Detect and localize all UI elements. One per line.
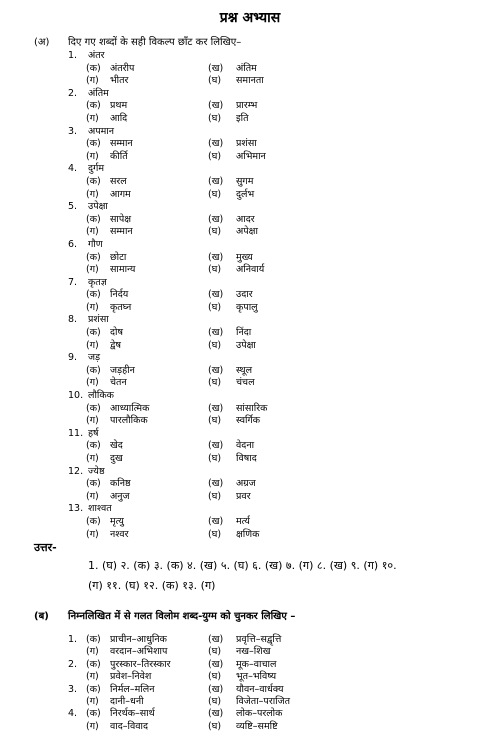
option-row [68, 377, 488, 390]
option-marker: (घ) [208, 150, 222, 162]
pair-text: लोक–परलोक [236, 708, 283, 720]
question-word: अंतर [88, 50, 105, 61]
question-heading [68, 466, 488, 479]
option-row [68, 289, 488, 302]
option-row [68, 113, 488, 126]
option-text: वेदना [236, 440, 255, 452]
option-text: सरल [110, 175, 127, 187]
question-number: 3. [68, 125, 78, 137]
option-text: आगम [110, 188, 131, 200]
pair-text: भूत–भविष्य [236, 671, 277, 683]
option-text: सापेक्ष [110, 213, 132, 225]
option-row [68, 529, 488, 542]
question-word: शाश्वत [88, 503, 112, 515]
option-text: पारलौकिक [110, 415, 148, 427]
option-row [68, 516, 488, 529]
option-text: नश्वर [110, 528, 129, 540]
pair-row [68, 721, 488, 733]
option-row [68, 63, 488, 76]
pair-row [68, 634, 488, 646]
option-marker: (घ) [208, 490, 222, 502]
option-marker: (क) [86, 62, 101, 74]
option-text: स्थूल [236, 364, 253, 376]
question-word: लौकिक [88, 390, 114, 402]
option-row [68, 453, 488, 466]
pair-number: 4. [68, 708, 78, 720]
option-text: अपेक्षा [236, 226, 258, 238]
question-number: 13. [68, 503, 84, 515]
option-marker: (घ) [208, 453, 222, 464]
question-heading [68, 88, 488, 101]
question-number: 2. [68, 87, 78, 99]
pair-text: निर्मल–मलिन [110, 683, 155, 695]
option-text: दुर्लभ [236, 188, 255, 200]
pair-text: पुरस्कार–तिरस्कार [110, 658, 171, 670]
option-text: उदार [236, 289, 253, 301]
option-text: अनिवार्य [236, 264, 265, 276]
pair-number: 3. [68, 683, 78, 695]
question-heading [68, 163, 488, 176]
question-heading [68, 50, 488, 63]
answer-line-2: (ग) ११. (घ) १२. (क) १३. (ग) [88, 579, 216, 592]
pair-row [68, 646, 488, 658]
option-row [68, 75, 488, 88]
question-number: 4. [68, 163, 78, 175]
option-marker: (घ) [208, 112, 222, 124]
option-text: कीर्ति [110, 150, 128, 162]
option-text: प्रवर [236, 490, 251, 502]
pair-row [68, 659, 488, 671]
question-number: 12. [68, 465, 84, 477]
option-marker: (ख) [208, 175, 224, 187]
option-marker: (घ) [208, 188, 222, 200]
option-marker: (घ) [208, 264, 222, 276]
option-marker: (ग) [86, 264, 99, 276]
pair-text: व्यष्टि–समष्टि [236, 720, 278, 732]
question-word: हर्ष [88, 427, 99, 439]
section-b-marker: (ब) [34, 611, 49, 622]
option-marker: (क) [86, 515, 101, 527]
option-row [68, 327, 488, 340]
option-marker: (ग) [86, 671, 99, 683]
pair-text: वाद–विवाद [110, 720, 149, 732]
option-text: सम्मान [110, 138, 133, 150]
pair-row [68, 696, 488, 708]
option-text: अंतिम [236, 62, 257, 74]
option-marker: (ग) [86, 75, 99, 87]
option-row [68, 151, 488, 164]
option-marker: (ग) [86, 150, 99, 162]
question-heading [68, 277, 488, 290]
option-row [68, 302, 488, 315]
option-row [68, 176, 488, 189]
option-marker: (घ) [208, 75, 222, 87]
option-marker: (ग) [86, 646, 99, 658]
option-marker: (ग) [86, 112, 99, 124]
pair-text: नख–शिख [236, 646, 271, 658]
option-text: खेद [110, 440, 123, 452]
option-marker: (घ) [208, 646, 222, 658]
option-marker: (क) [86, 213, 101, 225]
option-text: सुगम [236, 175, 254, 187]
option-marker: (घ) [208, 671, 222, 683]
pair-list [68, 634, 488, 733]
option-row [68, 138, 488, 151]
pair-text: निरर्थक–सार्थ [110, 708, 155, 720]
option-marker: (क) [86, 440, 101, 452]
question-heading [68, 239, 488, 252]
option-text: कृतघ्न [110, 301, 132, 313]
option-text: अंतरीप [110, 62, 135, 74]
option-text: दुख [110, 453, 123, 464]
question-number: 11. [68, 427, 84, 439]
section-b-instruction: निम्नलिखित में से गलत विलोम शब्द-युग्म को चुनकर लिखिए – [68, 611, 296, 622]
option-marker: (क) [86, 658, 101, 670]
option-row [68, 252, 488, 265]
option-marker: (घ) [208, 301, 222, 313]
option-marker: (ख) [208, 478, 224, 490]
option-text: समानता [236, 75, 264, 87]
question-word: कृतज्ञ [88, 276, 107, 288]
option-text: निर्दय [110, 289, 129, 301]
option-marker: (ख) [208, 213, 224, 225]
option-text: आदि [110, 112, 128, 124]
question-word: ज्येष्ठ [88, 465, 105, 477]
question-heading [68, 352, 488, 365]
option-marker: (क) [86, 683, 101, 695]
option-text: चंचल [236, 377, 255, 389]
option-text: प्रशंसा [236, 138, 257, 150]
question-number: 9. [68, 352, 78, 364]
question-word: जड़ [88, 352, 101, 364]
option-marker: (ख) [208, 289, 224, 301]
option-marker: (ग) [86, 695, 99, 707]
question-list [68, 50, 488, 541]
pair-text: प्राचीन–आधुनिक [110, 634, 167, 645]
option-marker: (ग) [86, 720, 99, 732]
answer-line-1: 1. (घ) २. (क) ३. (क) ४. (ख) ५. (घ) ६. (ख) ७. (ग) ८. (ख) ९. (ग) १०. [88, 559, 397, 572]
option-marker: (क) [86, 251, 101, 263]
option-marker: (ग) [86, 453, 99, 464]
option-row [68, 440, 488, 453]
option-marker: (ग) [86, 226, 99, 238]
option-marker: (ग) [86, 339, 99, 351]
option-marker: (ख) [208, 440, 224, 452]
option-text: प्रथम [110, 100, 128, 112]
option-text: भीतर [110, 75, 129, 87]
option-marker: (ख) [208, 683, 224, 695]
pair-number: 1. [68, 634, 78, 645]
option-text: अग्रज [236, 478, 256, 490]
section-a-marker: (अ) [34, 37, 50, 48]
pair-text: दानी–धनी [110, 695, 144, 707]
option-text: निंदा [236, 327, 252, 339]
option-text: कृपालु [236, 301, 258, 313]
question-word: अंतिम [88, 87, 109, 99]
option-text: चेतन [110, 377, 127, 389]
option-marker: (घ) [208, 339, 222, 351]
option-marker: (क) [86, 100, 101, 112]
answer-label: उत्तर- [34, 541, 57, 554]
option-text: स्वर्गिक [236, 415, 261, 427]
option-row [68, 100, 488, 113]
question-word: गौण [88, 238, 103, 250]
option-marker: (क) [86, 327, 101, 339]
option-marker: (ग) [86, 301, 99, 313]
option-marker: (क) [86, 708, 101, 720]
option-marker: (ग) [86, 490, 99, 502]
option-marker: (ख) [208, 327, 224, 339]
option-marker: (घ) [208, 226, 222, 238]
option-text: प्रारम्भ [236, 100, 258, 112]
pair-row [68, 684, 488, 696]
option-marker: (ग) [86, 415, 99, 427]
option-row [68, 264, 488, 277]
option-marker: (ख) [208, 515, 224, 527]
question-number: 1. [68, 50, 78, 61]
option-marker: (ख) [208, 658, 224, 670]
pair-text: यौवन–वार्धक्य [236, 683, 284, 695]
option-text: सांसारिक [236, 402, 268, 414]
option-text: क्षणिक [236, 528, 260, 540]
option-row [68, 478, 488, 491]
question-heading [68, 201, 488, 214]
pair-row [68, 708, 488, 720]
option-marker: (घ) [208, 720, 222, 732]
option-marker: (ख) [208, 62, 224, 74]
pair-number: 2. [68, 658, 78, 670]
option-marker: (ख) [208, 708, 224, 720]
option-marker: (ग) [86, 188, 99, 200]
option-text: आदर [236, 213, 255, 225]
option-marker: (ग) [86, 377, 99, 389]
option-text: द्वेष [110, 339, 121, 351]
section-a-instruction: दिए गए शब्दों के सही विकल्प छाँट कर लिखिए– [68, 37, 242, 48]
option-text: सामान्य [110, 264, 136, 276]
pair-text: मूक–वाचाल [236, 658, 277, 670]
option-text: कनिष्ठ [110, 478, 131, 490]
option-text: मर्त्य [236, 515, 250, 527]
option-row [68, 415, 488, 428]
option-row [68, 214, 488, 227]
option-marker: (क) [86, 634, 101, 645]
option-row [68, 491, 488, 504]
option-marker: (क) [86, 364, 101, 376]
option-text: सम्मान [110, 226, 133, 238]
question-heading [68, 503, 488, 516]
option-marker: (क) [86, 402, 101, 414]
option-text: अभिमान [236, 150, 266, 162]
option-row [68, 189, 488, 202]
option-marker: (ख) [208, 251, 224, 263]
option-marker: (क) [86, 289, 101, 301]
option-text: इति [236, 112, 249, 124]
option-marker: (घ) [208, 528, 222, 540]
pair-text: विजेता–पराजित [236, 695, 291, 707]
option-marker: (क) [86, 138, 101, 150]
question-number: 10. [68, 390, 84, 402]
question-number: 6. [68, 238, 78, 250]
option-marker: (ख) [208, 138, 224, 150]
question-number: 5. [68, 201, 78, 213]
option-text: मुख्य [236, 251, 253, 263]
option-text: विषाद [236, 453, 257, 464]
option-text: आध्यात्मिक [110, 402, 150, 414]
option-text: छोटा [110, 251, 127, 263]
option-marker: (ग) [86, 528, 99, 540]
option-marker: (ख) [208, 634, 224, 645]
option-text: जड़हीन [110, 364, 135, 376]
option-row [68, 226, 488, 239]
question-heading [68, 126, 488, 139]
question-heading [68, 314, 488, 327]
question-heading [68, 390, 488, 403]
option-text: दोष [110, 327, 123, 339]
option-marker: (घ) [208, 415, 222, 427]
page-title: प्रश्न अभ्यास [219, 10, 281, 26]
question-word: उपेक्षा [88, 201, 108, 213]
option-marker: (ख) [208, 402, 224, 414]
option-marker: (घ) [208, 377, 222, 389]
option-marker: (क) [86, 478, 101, 490]
option-row [68, 403, 488, 416]
option-marker: (ख) [208, 364, 224, 376]
option-text: अनुज [110, 490, 130, 502]
pair-text: प्रवेश–निवेश [110, 671, 152, 683]
option-marker: (घ) [208, 695, 222, 707]
pair-text: वरदान–अभिशाप [110, 646, 168, 658]
question-heading [68, 428, 488, 441]
question-word: दुर्गम [88, 163, 105, 175]
pair-text: प्रवृत्ति–सद्वृत्ति [236, 634, 282, 645]
question-word: प्रशंसा [88, 314, 109, 326]
question-word: अपमान [88, 125, 115, 137]
option-marker: (ख) [208, 100, 224, 112]
option-text: उपेक्षा [236, 339, 256, 351]
question-number: 7. [68, 276, 78, 288]
pair-row [68, 671, 488, 683]
option-text: मृत्यु [110, 515, 124, 527]
question-number: 8. [68, 314, 78, 326]
option-row [68, 365, 488, 378]
option-row [68, 340, 488, 353]
option-marker: (क) [86, 175, 101, 187]
